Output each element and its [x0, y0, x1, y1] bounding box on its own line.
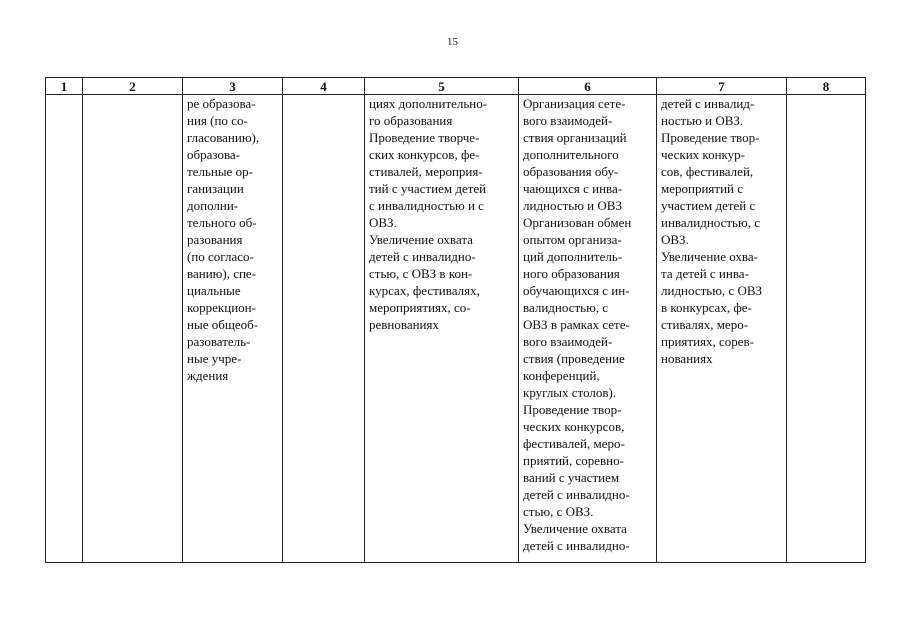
cell-line: образования обу-: [523, 164, 619, 179]
cell-line: образова-: [187, 147, 241, 162]
cell-line: Увеличение охвата: [523, 521, 627, 536]
cell-line: сов, фестивалей,: [661, 164, 754, 179]
cell-line: детей с инвалид-: [661, 96, 755, 111]
cell-line: разования: [187, 232, 243, 247]
cell-line: ческих конкур-: [661, 147, 745, 162]
cell-line: циальные: [187, 283, 241, 298]
cell-line: детей с инвалидно-: [523, 487, 630, 502]
cell-line: ций дополнитель-: [523, 249, 623, 264]
column-header-5: 5: [365, 78, 519, 95]
cell-line: лидностью, с ОВЗ: [661, 283, 763, 298]
page-number: 15: [447, 36, 458, 48]
cell-line: приятиях, сорев-: [661, 334, 755, 349]
cell-line: Увеличение охвата: [369, 232, 473, 247]
cell-line: Организован обмен: [523, 215, 632, 230]
cell-line: вого взаимодей-: [523, 334, 613, 349]
cell-line: опытом организа-: [523, 232, 622, 247]
cell-col4: [283, 95, 365, 563]
cell-line: в конкурсах, фе-: [661, 300, 752, 315]
cell-line: ревнованиях: [369, 317, 439, 332]
cell-line: ских конкурсов, фе-: [369, 147, 480, 162]
column-header-7: 7: [657, 78, 787, 95]
cell-line: гласованию),: [187, 130, 260, 145]
cell-line: коррекцион-: [187, 300, 256, 315]
cell-line: ганизации: [187, 181, 244, 196]
cell-line: ния (по со-: [187, 113, 248, 128]
cell-line: ОВЗ в рамках сете-: [523, 317, 630, 332]
cell-line: ОВЗ.: [369, 215, 397, 230]
header-row: [46, 78, 866, 95]
cell-line: лидностью и ОВЗ: [523, 198, 622, 213]
cell-line: мероприятиях, со-: [369, 300, 471, 315]
cell-line: конференций,: [523, 368, 600, 383]
cell-line: участием детей с: [661, 198, 756, 213]
cell-col7: [657, 95, 787, 563]
data-table: [45, 77, 866, 563]
column-header-3: 3: [183, 78, 283, 95]
cell-line: ваний с участием: [523, 470, 620, 485]
cell-line: курсах, фестивалях,: [369, 283, 480, 298]
cell-line: Проведение твор-: [661, 130, 760, 145]
cell-line: стивалей, мероприя-: [369, 164, 483, 179]
cell-line: та детей с инва-: [661, 266, 749, 281]
cell-line: валидностью, с: [523, 300, 609, 315]
column-header-4: 4: [283, 78, 365, 95]
cell-line: фестивалей, меро-: [523, 436, 625, 451]
cell-line: Увеличение охва-: [661, 249, 758, 264]
cell-line: дополнительного: [523, 147, 619, 162]
cell-line: детей с инвалидно-: [523, 538, 630, 553]
column-header-1: 1: [46, 78, 83, 95]
cell-col3: [183, 95, 283, 563]
cell-line: (по согласо-: [187, 249, 254, 264]
cell-line: стью, с ОВЗ в кон-: [369, 266, 473, 281]
cell-col6: [519, 95, 657, 563]
cell-line: нованиях: [661, 351, 713, 366]
cell-line: круглых столов).: [523, 385, 617, 400]
cell-line: мероприятий с: [661, 181, 744, 196]
table-row: [46, 95, 866, 563]
cell-line: ре образова-: [187, 96, 256, 111]
cell-line: разователь-: [187, 334, 251, 349]
cell-line: циях дополнительно-: [369, 96, 488, 111]
cell-line: чающихся с инва-: [523, 181, 623, 196]
cell-line: стью, с ОВЗ.: [523, 504, 594, 519]
cell-col8: [787, 95, 866, 563]
cell-line: ствия (проведение: [523, 351, 625, 366]
cell-line: обучающихся с ин-: [523, 283, 630, 298]
cell-line: тий с участием детей: [369, 181, 487, 196]
cell-line: тельные ор-: [187, 164, 253, 179]
cell-line: приятий, соревно-: [523, 453, 624, 468]
cell-line: ОВЗ.: [661, 232, 689, 247]
cell-col1: [46, 95, 83, 563]
cell-line: детей с инвалидно-: [369, 249, 476, 264]
cell-line: Проведение творче-: [369, 130, 480, 145]
column-header-2: 2: [83, 78, 183, 95]
cell-line: ные общеоб-: [187, 317, 259, 332]
cell-line: Проведение твор-: [523, 402, 622, 417]
cell-line: ствия организаций: [523, 130, 627, 145]
cell-col2: [83, 95, 183, 563]
cell-line: тельного об-: [187, 215, 257, 230]
cell-line: ванию), спе-: [187, 266, 257, 281]
cell-line: инвалидностью, с: [661, 215, 760, 230]
cell-line: ного образования: [523, 266, 620, 281]
cell-line: ностью и ОВЗ.: [661, 113, 744, 128]
cell-line: ческих конкурсов,: [523, 419, 625, 434]
cell-line: вого взаимодей-: [523, 113, 613, 128]
cell-line: ждения: [187, 368, 229, 383]
cell-line: Организация сете-: [523, 96, 626, 111]
column-header-8: 8: [787, 78, 866, 95]
cell-line: стивалях, меро-: [661, 317, 749, 332]
column-header-6: 6: [519, 78, 657, 95]
cell-col5: [365, 95, 519, 563]
cell-line: дополни-: [187, 198, 239, 213]
cell-line: с инвалидностью и с: [369, 198, 484, 213]
cell-line: ные учре-: [187, 351, 242, 366]
cell-line: го образования: [369, 113, 453, 128]
